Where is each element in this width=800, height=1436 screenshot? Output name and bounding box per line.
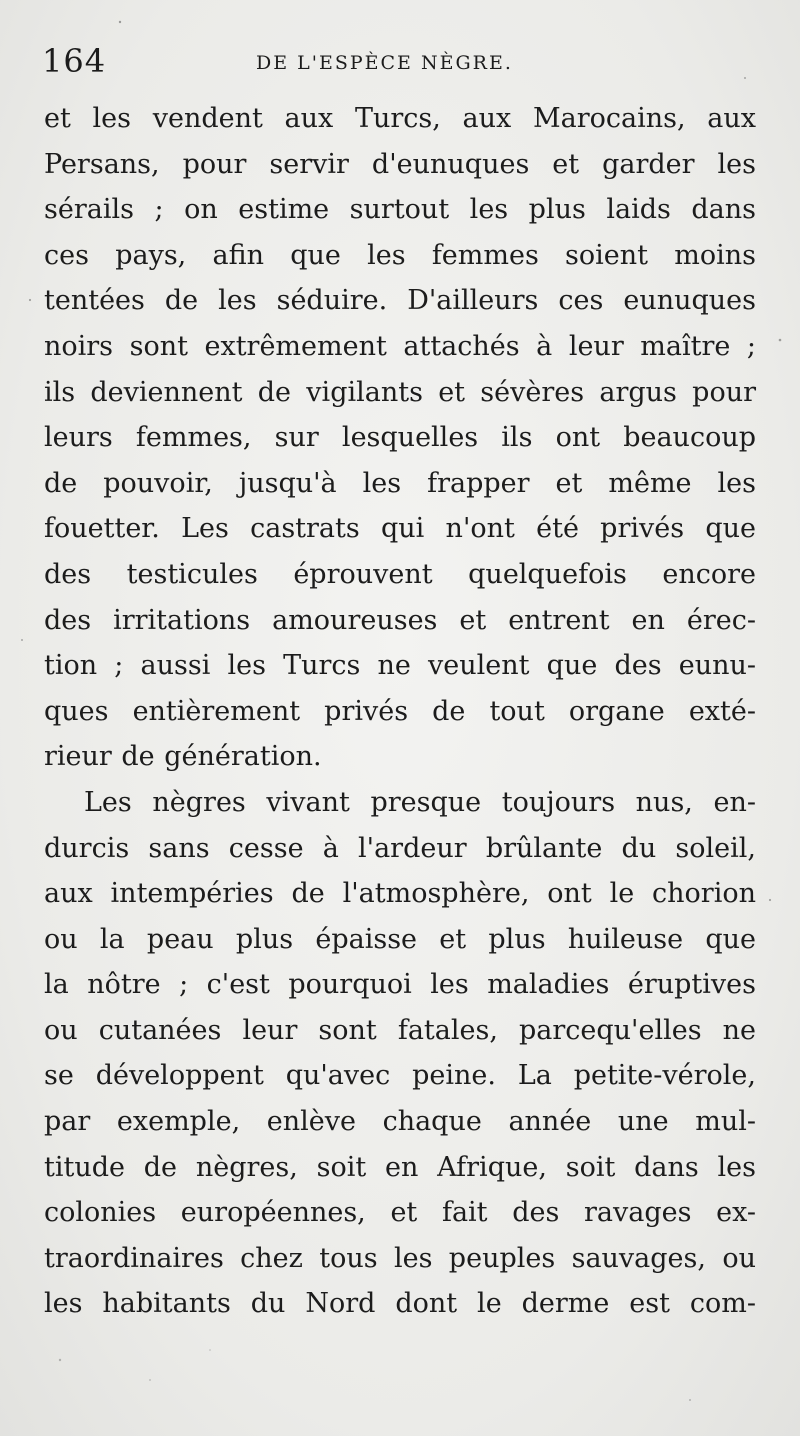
text-line: Persans, pour servir d'eunuques et garder les (44, 148, 756, 180)
text-line: ou cutanées leur sont fatales, parcequ'elles ne (44, 1014, 756, 1046)
text-line: la nôtre ; c'est pourquoi les maladies éruptives (44, 969, 756, 1001)
text-line: se développent qu'avec peine. La petite-vérole, (44, 1060, 756, 1092)
text-line: les habitants du Nord dont le derme est com- (44, 1288, 756, 1320)
page-header (42, 38, 752, 86)
text-line: de pouvoir, jusqu'à les frapper et même les (44, 467, 756, 499)
text-line: ou la peau plus épaisse et plus huileuse que (44, 923, 756, 955)
text-line: colonies européennes, et fait des ravages ex- (44, 1197, 756, 1229)
text-line: ces pays, afin que les femmes soient moins (44, 239, 756, 271)
text-line: titude de nègres, soit en Afrique, soit dans les (44, 1151, 756, 1183)
text-line: tion ; aussi les Turcs ne veulent que des eunu- (44, 650, 756, 682)
paragraph-2 (44, 780, 756, 1327)
text-line: ques entièrement privés de tout organe exté- (44, 695, 756, 727)
text-line: aux intempéries de l'atmosphère, ont le chorion (44, 878, 756, 910)
paragraph-1 (44, 96, 756, 780)
text-line: traordinaires chez tous les peuples sauvages, ou (44, 1242, 756, 1274)
text-line: ils deviennent de vigilants et sévères argus pour (44, 376, 756, 408)
text-line: rieur de génération. (44, 741, 322, 773)
body-text (44, 96, 756, 1327)
text-line: des irritations amoureuses et entrent en érec- (44, 604, 756, 636)
text-line: et les vendent aux Turcs, aux Marocains, aux (44, 103, 756, 134)
text-line: durcis sans cesse à l'ardeur brûlante du soleil, (44, 832, 756, 864)
text-line: par exemple, enlève chaque année une mul- (44, 1106, 756, 1138)
text-line: sérails ; on estime surtout les plus laids dans (44, 194, 756, 226)
running-title: DE L'ESPÈCE NÈGRE. (256, 52, 513, 74)
text-line: tentées de les séduire. D'ailleurs ces eunuques (44, 285, 756, 317)
page-number: 164 (42, 42, 107, 80)
text-line: noirs sont extrêmement attachés à leur maître ; (44, 330, 756, 362)
text-line: leurs femmes, sur lesquelles ils ont beaucoup (44, 422, 756, 454)
text-line: Les nègres vivant presque toujours nus, en- (84, 786, 756, 818)
text-line: des testicules éprouvent quelquefois encore (44, 558, 756, 590)
text-line: fouetter. Les castrats qui n'ont été privés que (44, 513, 756, 545)
